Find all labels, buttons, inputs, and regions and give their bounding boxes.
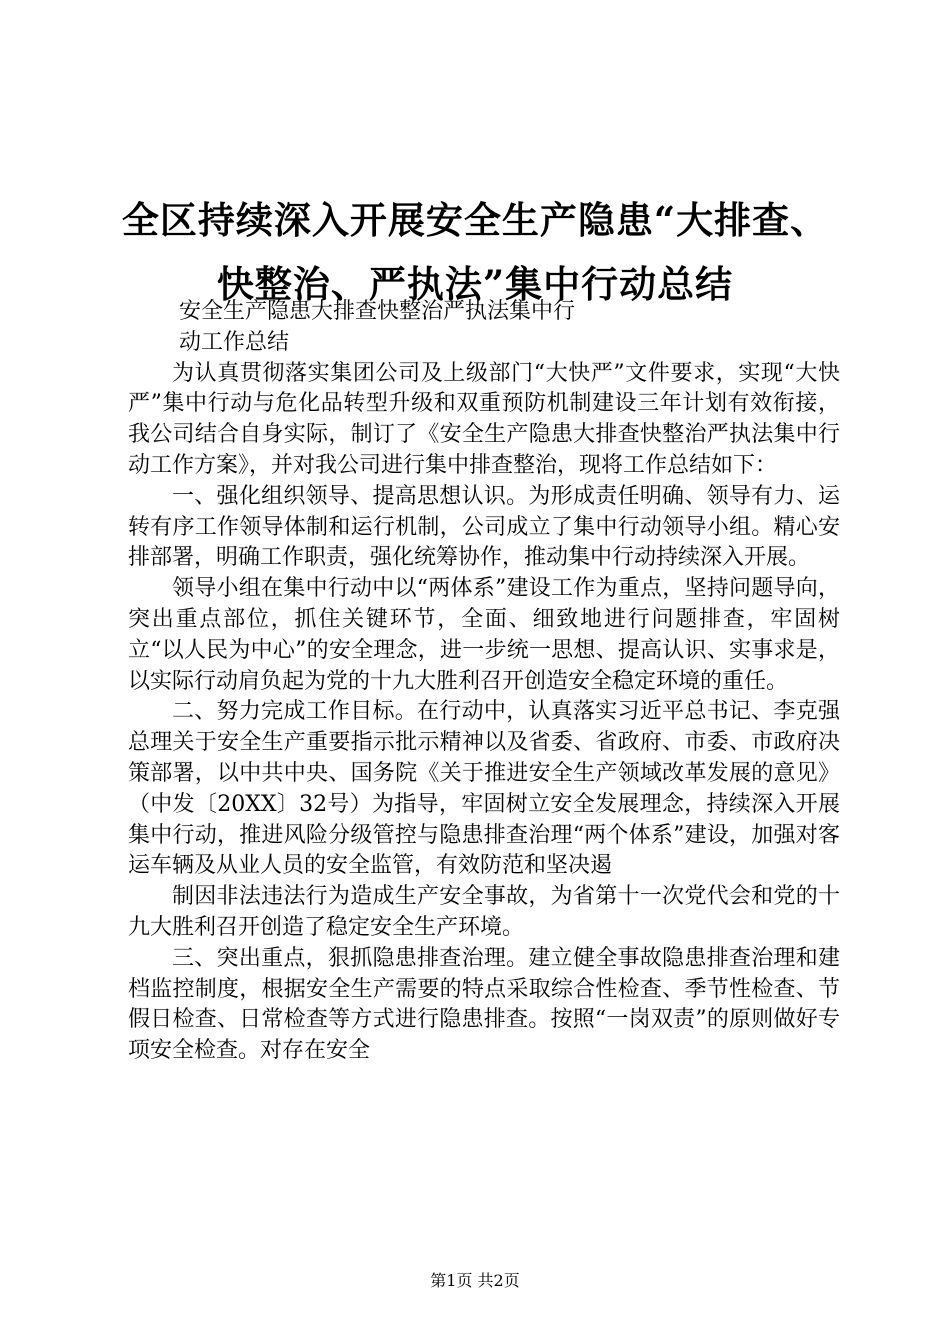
paragraph-section-1: 一、强化组织领导、提高思想认识。为形成责任明确、领导有力、运转有序工作领导体制和运行机制，公司成立了集中行动领导小组。精心安排部署，明确工作职责，强化统筹协作，推动集中行动持续深入开展。 [128, 483, 840, 571]
page-number-footer: 第1页 共2页 [430, 1271, 520, 1290]
document-title: 全区持续深入开展安全生产隐患“大排查、快整治、严执法”集中行动总结 [121, 198, 829, 306]
paragraph-section-3: 三、突出重点，狠抓隐患排查治理。建立健全事故隐患排查治理和建档监控制度，根据安全生产需要的特点采取综合性检查、季节性检查、节假日检查、日常检查等方式进行隐患排查。按照“一岗双责”的原则做好专项安全检查。对存在安全 [128, 945, 840, 1064]
document-body [128, 297, 840, 1067]
subtitle-line-2: 动工作总结 [179, 329, 290, 355]
paragraph-section-2-continued: 制因非法违法行为造成生产安全事故，为省第十一次党代会和党的十九大胜利召开创造了稳定安全生产环境。 [128, 884, 840, 940]
paragraph-intro: 为认真贯彻落实集团公司及上级部门“大快严”文件要求，实现“大快严”集中行动与危化品转型升级和双重预防机制建设三年计划有效衔接，我公司结合自身实际，制订了《安全生产隐患大排查快整治严执法集中行动工作方案》，并对我公司进行集中排查整治，现将工作总结如下： [128, 360, 840, 478]
paragraph-leadership-group: 领导小组在集中行动中以“两体系”建设工作为重点，坚持问题导向，突出重点部位，抓住关键环节，全面、细致地进行问题排查，牢固树立“以人民为中心”的安全理念，进一步统一思想、提高认识、实事求是，以实际行动肩负起为党的十九大胜利召开创造安全稳定环境的重任。 [128, 576, 840, 694]
paragraph-section-2: 二、努力完成工作目标。在行动中，认真落实习近平总书记、李克强总理关于安全生产重要指示批示精神以及省委、省政府、市委、市政府决策部署，以中共中央、国务院《关于推进安全生产领域改革发展的意见》（中发〔20XX〕32号）为指导，牢固树立安全发展理念，持续深入开展集中行动，推进风险分级管控与隐患排查治理“两个体系”建设，加强对客运车辆及从业人员的安全监管，有效防范和坚决遏 [128, 699, 840, 879]
subtitle-line-1: 安全生产隐患大排查快整治严执法集中行 [179, 299, 576, 324]
